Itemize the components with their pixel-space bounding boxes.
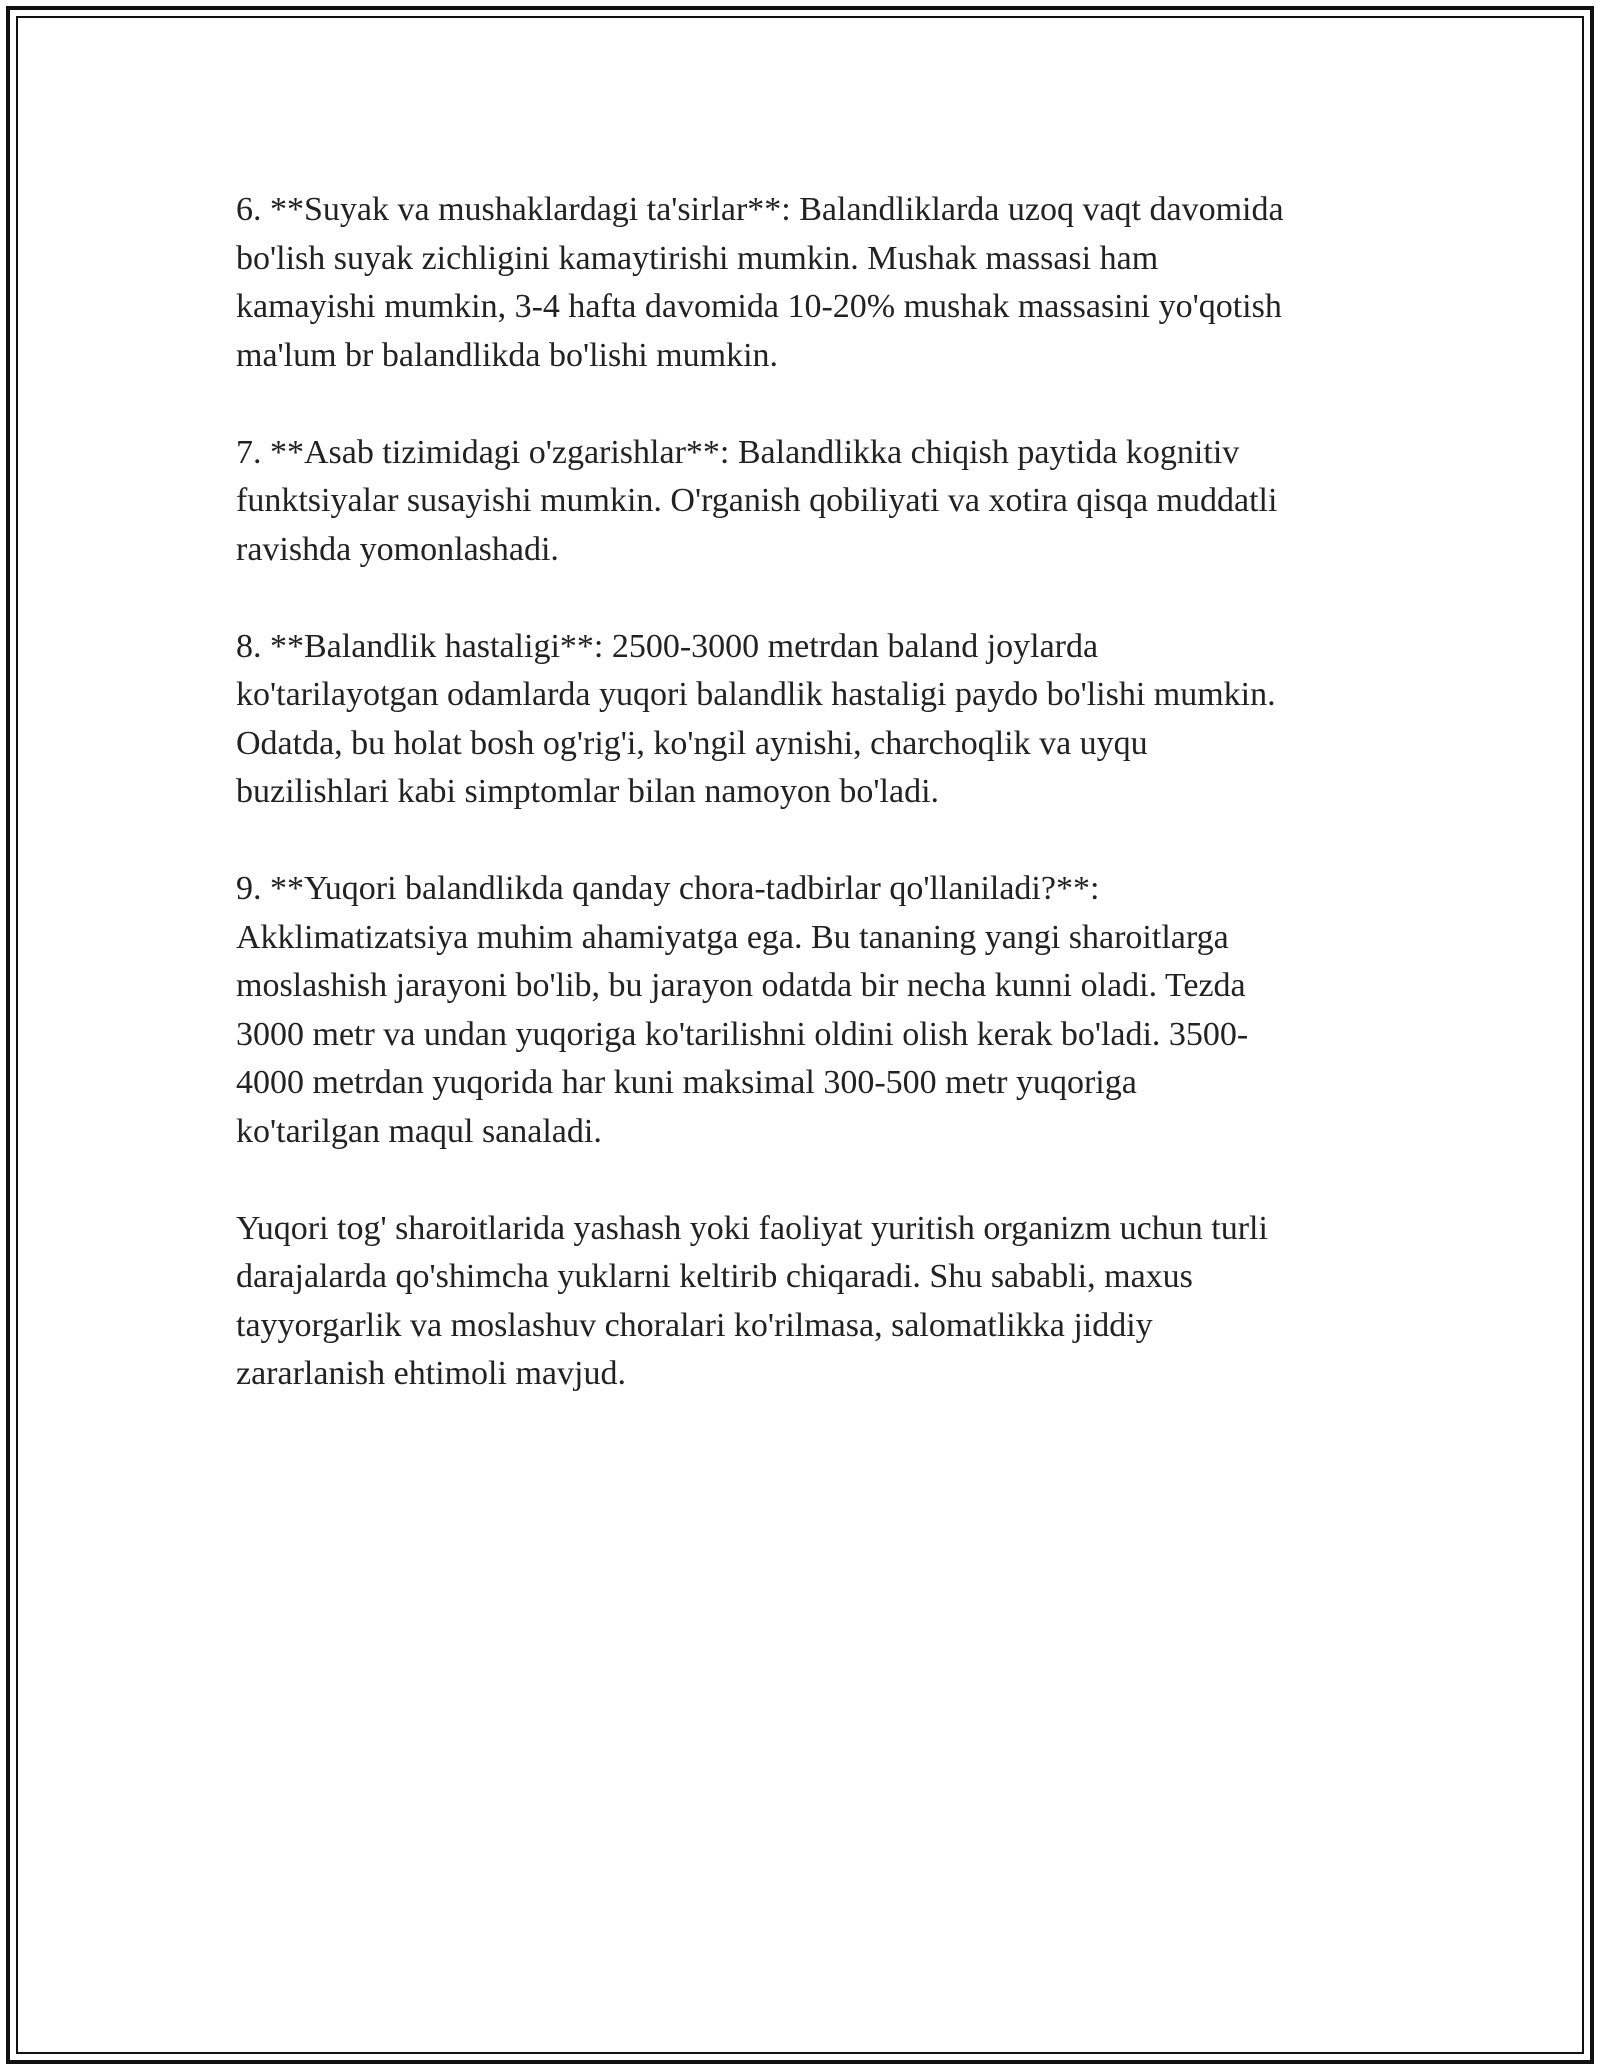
document-body [236, 186, 1376, 1447]
paragraph-nervous-system-changes: 7. **Asab tizimidagi o'zgarishlar**: Balandlikka chiqish paytida kognitiv funktsiyalar susayishi mumkin. O'rganish qobiliyati va xotira qisqa muddatli ravishda yomonlashadi. [236, 433, 1278, 568]
paragraph-altitude-sickness: 8. **Balandlik hastaligi**: 2500-3000 metrdan baland joylarda ko'tarilayotgan odamlarda yuqori balandlik hastaligi paydo bo'lishi mumkin. Odatda, bu holat bosh og'rig'i, ko'ngil aynishi, charchoqlik va uyqu buzilishlari kabi simptomlar bilan namoyon bo'ladi. [236, 627, 1276, 810]
paragraph-conclusion: Yuqori tog' sharoitlarida yashash yoki faoliyat yuritish organizm uchun turli darajalarda qo'shimcha yuklarni keltirib chiqaradi. Shu sababli, maxus tayyorgarlik va moslashuv choralari ko'rilmasa, salomatlikka jiddiy zararlanish ehtimoli mavjud. [236, 1209, 1268, 1392]
paragraph-bone-muscle-effects: 6. **Suyak va mushaklardagi ta'sirlar**: Balandliklarda uzoq vaqt davomida bo'lish suyak zichligini kamaytirishi mumkin. Mushak massasi ham kamayishi mumkin, 3-4 hafta davomida 10-20% mushak massasini yo'qotish ma'lum br balandlikda bo'lishi mumkin. [236, 191, 1284, 374]
paragraph-high-altitude-measures: 9. **Yuqori balandlikda qanday chora-tadbirlar qo'llaniladi?**: Akklimatizatsiya muhim ahamiyatga ega. Bu tananing yangi sharoitlarga moslashish jarayoni bo'lib, bu jarayon odatda bir necha kunni oladi. Tezda 3000 metr va undan yuqoriga ko'tarilishni oldini olish kerak bo'ladi. 3500- 4000 metrdan yuqorida har kuni maksimal 300-500 metr yuqoriga ko'tarilgan maqul sanaladi. [236, 870, 1249, 1150]
